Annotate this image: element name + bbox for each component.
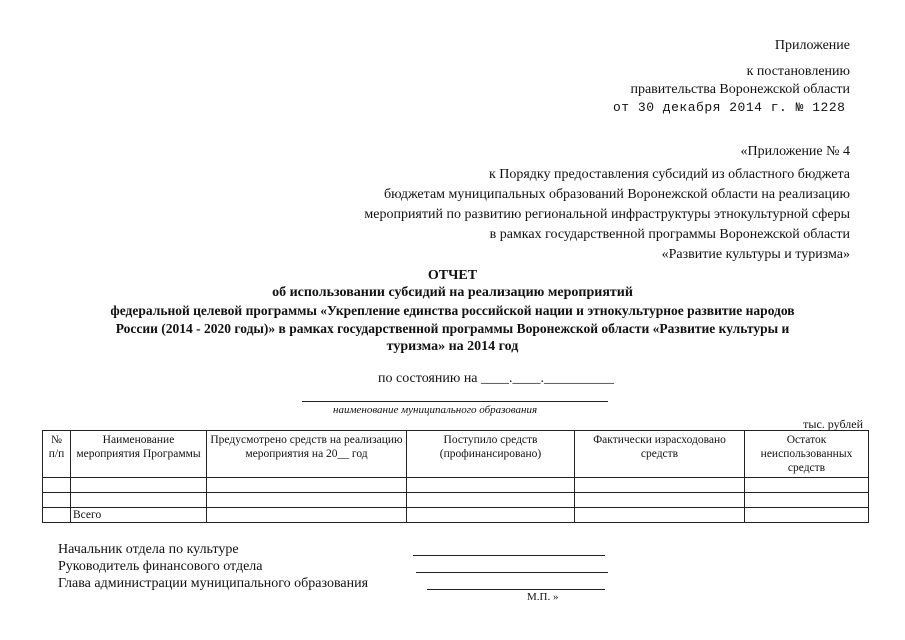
decree-date: от 30 декабря 2014 г. № 1228 — [613, 100, 846, 115]
signature-label-culture: Начальник отдела по культуре — [58, 542, 239, 557]
appendix-label: Приложение — [774, 38, 850, 53]
col-name-header: Наименование мероприятия Программы — [71, 431, 207, 478]
appendix4-line-1: к Порядку предоставления субсидий из областного бюджета — [488, 167, 850, 182]
signature-line-head — [427, 589, 605, 590]
stamp-label: М.П. » — [527, 591, 559, 603]
col-planned-header: Предусмотрено средств на реализацию мероприятия на 20__ год — [207, 431, 407, 478]
signature-line-finance — [416, 572, 608, 573]
appendix4-line-3: мероприятий по развитию региональной инфраструктуры этнокультурной сферы — [364, 207, 850, 222]
col-received-header: Поступило средств (профинансировано) — [407, 431, 575, 478]
municipality-caption: наименование муниципального образования — [333, 404, 538, 416]
government-label: правительства Воронежской области — [630, 82, 850, 97]
table-total-row — [43, 508, 869, 523]
units-label: тыс. рублей — [803, 417, 863, 431]
total-label: Всего — [71, 508, 207, 523]
report-line-3: России (2014 - 2020 годы)» в рамках государственной программы Воронежской области «Развитие культуры и — [115, 321, 790, 336]
signature-label-finance: Руководитель финансового отдела — [58, 559, 263, 574]
as-of-date: по состоянию на ____.____.__________ — [378, 371, 615, 386]
municipality-name-line — [302, 401, 608, 402]
report-table — [42, 430, 869, 523]
to-decree-label: к постановлению — [746, 64, 850, 79]
report-line-1: об использовании субсидий на реализацию мероприятий — [272, 285, 633, 300]
appendix4-line-2: бюджетам муниципальных образований Воронежской области на реализацию — [383, 187, 850, 202]
report-line-4: туризма» на 2014 год — [386, 339, 519, 354]
appendix4-line-4: в рамках государственной программы Воронежской области — [489, 227, 850, 242]
report-line-2: федеральной целевой программы «Укрепление единства российской нации и этнокультурное развитие народов — [110, 303, 795, 318]
col-number-header: № п/п — [43, 431, 71, 478]
table-row — [43, 478, 869, 493]
table-header-row — [43, 431, 869, 478]
col-remainder-header: Остаток неиспользованных средств — [745, 431, 869, 478]
col-spent-header: Фактически израсходовано средств — [575, 431, 745, 478]
appendix4-line-5: «Развитие культуры и туризма» — [661, 247, 850, 262]
appendix4-title: «Приложение № 4 — [740, 144, 850, 159]
signature-line-culture — [413, 555, 605, 556]
signature-label-head: Глава администрации муниципального образования — [58, 576, 369, 591]
report-title: ОТЧЕТ — [427, 268, 478, 283]
table-row — [43, 493, 869, 508]
